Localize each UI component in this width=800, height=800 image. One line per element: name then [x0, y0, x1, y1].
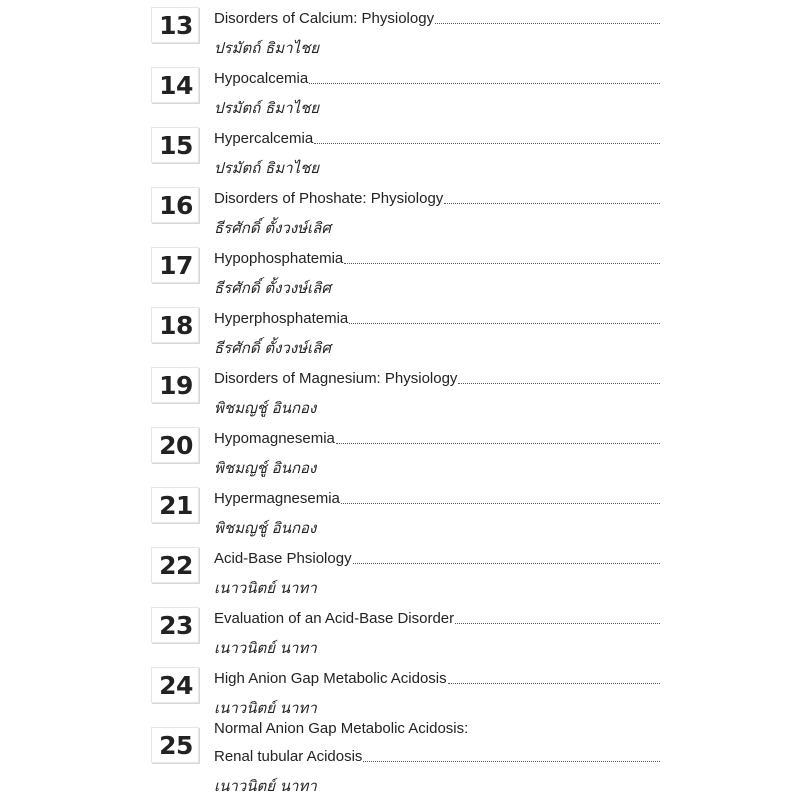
chapter-author: พิชมญชู์ อินกอง [214, 519, 317, 537]
dot-leader [309, 82, 660, 84]
dot-leader [344, 262, 660, 264]
chapter-title: Evaluation of an Acid-Base Disorder [214, 610, 455, 627]
chapter-title: Hyperphosphatemia [214, 310, 349, 327]
chapter-title-line [214, 366, 660, 388]
chapter-author: เนาวนิตย์ นาทา [214, 639, 317, 657]
chapter-number-box [151, 307, 199, 343]
chapter-number-box [151, 247, 199, 283]
chapter-number: 14 [159, 71, 193, 100]
chapter-author: ธีรศักดิ์ ตั้งวงษ์เลิศ [214, 219, 331, 237]
chapter-number-box [151, 67, 199, 103]
chapter-author: พิชมญชู์ อินกอง [214, 459, 317, 477]
chapter-title: Disorders of Calcium: Physiology [214, 10, 435, 27]
chapter-number: 24 [159, 671, 193, 700]
chapter-number-box [151, 127, 199, 163]
chapter-title-first-line: Normal Anion Gap Metabolic Acidosis: [214, 720, 469, 737]
chapter-number: 17 [159, 251, 193, 280]
chapter-title: Disorders of Magnesium: Physiology [214, 370, 458, 387]
chapter-title: High Anion Gap Metabolic Acidosis [214, 670, 447, 687]
dot-leader [363, 760, 660, 762]
chapter-title-line [214, 744, 660, 766]
chapter-number-box [151, 487, 199, 523]
chapter-author: เนาวนิตย์ นาทา [214, 777, 317, 795]
dot-leader [444, 202, 660, 204]
chapter-author: ธีรศักดิ์ ตั้งวงษ์เลิศ [214, 279, 331, 297]
dot-leader [336, 442, 660, 444]
chapter-title-line [214, 486, 660, 508]
chapter-title: Acid-Base Phsiology [214, 550, 352, 567]
dot-leader [448, 682, 660, 684]
chapter-title-line [214, 546, 660, 568]
dot-leader [314, 142, 660, 144]
chapter-author: ปรมัตถ์ ธิมาไชย [214, 39, 320, 57]
chapter-number-box [151, 7, 199, 43]
dot-leader [458, 382, 660, 384]
chapter-number-box [151, 727, 199, 763]
chapter-number: 15 [159, 131, 193, 160]
chapter-author: ปรมัตถ์ ธิมาไชย [214, 99, 320, 117]
chapter-number-box [151, 187, 199, 223]
chapter-author: ธีรศักดิ์ ตั้งวงษ์เลิศ [214, 339, 331, 357]
chapter-title-line [214, 666, 660, 688]
chapter-title: Hypercalcemia [214, 130, 314, 147]
chapter-title-line [214, 186, 660, 208]
chapter-number: 18 [159, 311, 193, 340]
chapter-number: 19 [159, 371, 193, 400]
dot-leader [341, 502, 660, 504]
dot-leader [455, 622, 660, 624]
chapter-number: 20 [159, 431, 193, 460]
chapter-title: Hypophosphatemia [214, 250, 344, 267]
chapter-title: Hypomagnesemia [214, 430, 335, 447]
chapter-author: เนาวนิตย์ นาทา [214, 579, 317, 597]
chapter-number: 23 [159, 611, 193, 640]
chapter-number: 21 [159, 491, 193, 520]
chapter-title-line [214, 126, 660, 148]
chapter-title-line [214, 66, 660, 88]
chapter-title: Disorders of Phoshate: Physiology [214, 190, 444, 207]
chapter-title-line [214, 306, 660, 328]
chapter-number-box [151, 427, 199, 463]
dot-leader [349, 322, 660, 324]
chapter-title-line [214, 606, 660, 628]
dot-leader [353, 562, 660, 564]
chapter-number: 13 [159, 11, 193, 40]
chapter-title-line [214, 246, 660, 268]
chapter-title: Hypermagnesemia [214, 490, 340, 507]
chapter-number-box [151, 607, 199, 643]
chapter-title: Hypocalcemia [214, 70, 309, 87]
chapter-number: 16 [159, 191, 193, 220]
chapter-number: 25 [159, 731, 193, 760]
chapter-title-line [214, 426, 660, 448]
chapter-number: 22 [159, 551, 193, 580]
chapter-number-box [151, 547, 199, 583]
chapter-author: ปรมัตถ์ ธิมาไชย [214, 159, 320, 177]
dot-leader [435, 22, 660, 24]
chapter-author: พิชมญชู์ อินกอง [214, 399, 317, 417]
chapter-title: Renal tubular Acidosis [214, 748, 363, 765]
chapter-author: เนาวนิตย์ นาทา [214, 699, 317, 717]
chapter-number-box [151, 667, 199, 703]
chapter-number-box [151, 367, 199, 403]
chapter-title-line [214, 6, 660, 28]
